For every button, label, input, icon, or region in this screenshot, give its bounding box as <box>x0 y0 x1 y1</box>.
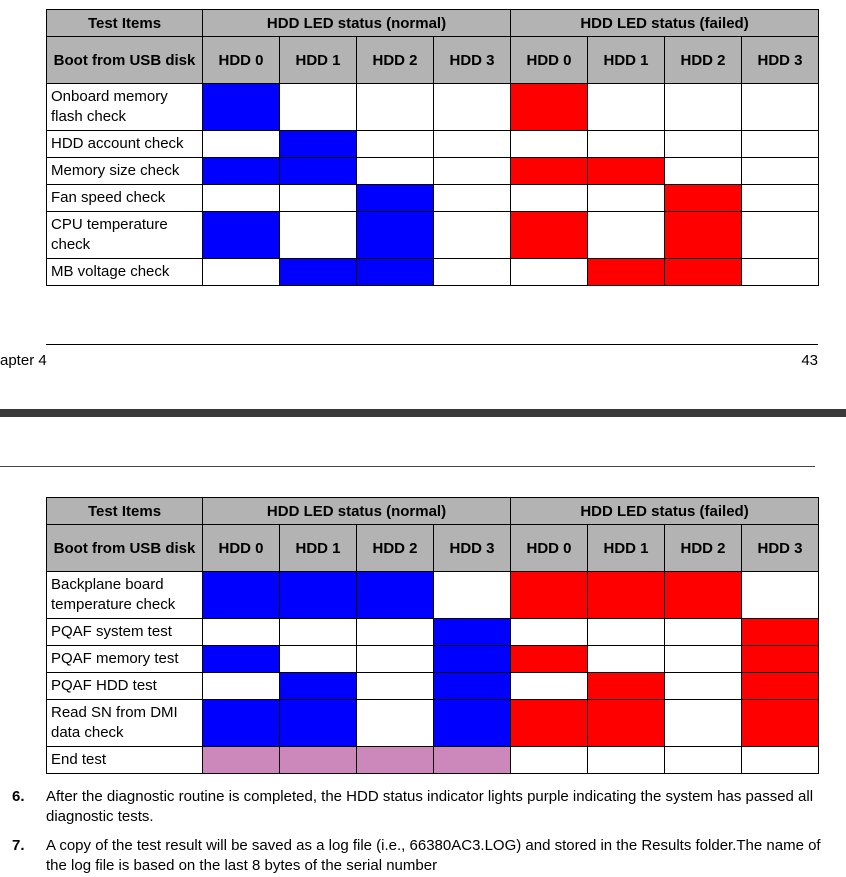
led-cell-normal-hdd1 <box>280 700 357 747</box>
led-cell-normal-hdd1 <box>280 212 357 259</box>
header-failed-hdd3: HDD 3 <box>742 37 819 84</box>
header-failed-group: HDD LED status (failed) <box>511 498 819 525</box>
header-normal-group: HDD LED status (normal) <box>203 498 511 525</box>
led-cell-normal-hdd1 <box>280 185 357 212</box>
led-cell-normal-hdd0 <box>203 259 280 286</box>
table-row <box>47 212 819 259</box>
led-cell-failed-hdd3 <box>742 619 819 646</box>
led-cell-normal-hdd2 <box>357 84 434 131</box>
led-cell-failed-hdd1 <box>588 158 665 185</box>
led-cell-failed-hdd1 <box>588 572 665 619</box>
led-cell-normal-hdd2 <box>357 131 434 158</box>
led-status-table-1 <box>46 9 819 286</box>
led-cell-failed-hdd1 <box>588 673 665 700</box>
led-cell-failed-hdd0 <box>511 158 588 185</box>
led-cell-failed-hdd3 <box>742 131 819 158</box>
led-cell-normal-hdd0 <box>203 619 280 646</box>
header-failed-group: HDD LED status (failed) <box>511 10 819 37</box>
header-normal-hdd0: HDD 0 <box>203 525 280 572</box>
table-row <box>47 259 819 286</box>
led-cell-normal-hdd0 <box>203 158 280 185</box>
led-cell-normal-hdd3 <box>434 212 511 259</box>
led-cell-normal-hdd2 <box>357 700 434 747</box>
step-text: A copy of the test result will be saved as a log file (i.e., 66380AC3.LOG) and stored in the Results folder.The name of the log file is based on the last 8 bytes of the serial number <box>46 837 821 874</box>
led-cell-failed-hdd3 <box>742 259 819 286</box>
table-row <box>47 747 819 774</box>
led-cell-failed-hdd1 <box>588 84 665 131</box>
table-row <box>47 84 819 131</box>
header-rule <box>0 466 815 467</box>
header-test-items: Test Items <box>47 10 203 37</box>
led-cell-normal-hdd0 <box>203 185 280 212</box>
led-cell-normal-hdd2 <box>357 259 434 286</box>
led-cell-normal-hdd1 <box>280 158 357 185</box>
test-item-label: HDD account check <box>47 131 203 158</box>
led-cell-normal-hdd0 <box>203 646 280 673</box>
footer-page-number: 43 <box>801 352 818 369</box>
led-cell-normal-hdd3 <box>434 700 511 747</box>
led-cell-failed-hdd2 <box>665 619 742 646</box>
table-row <box>47 700 819 747</box>
table-1-body <box>47 84 819 286</box>
header-failed-hdd2: HDD 2 <box>665 37 742 84</box>
led-cell-failed-hdd0 <box>511 131 588 158</box>
led-cell-normal-hdd1 <box>280 84 357 131</box>
led-cell-failed-hdd3 <box>742 158 819 185</box>
led-status-table-2 <box>46 497 819 774</box>
led-cell-normal-hdd3 <box>434 619 511 646</box>
led-cell-normal-hdd3 <box>434 84 511 131</box>
led-cell-normal-hdd2 <box>357 747 434 774</box>
led-cell-normal-hdd1 <box>280 747 357 774</box>
test-item-label: PQAF memory test <box>47 646 203 673</box>
led-cell-failed-hdd1 <box>588 646 665 673</box>
test-item-label: Memory size check <box>47 158 203 185</box>
led-cell-failed-hdd0 <box>511 747 588 774</box>
led-cell-failed-hdd2 <box>665 84 742 131</box>
table-row <box>47 158 819 185</box>
test-item-label: Onboard memory flash check <box>47 84 203 131</box>
step-number: 6. <box>12 788 25 805</box>
test-item-label: PQAF HDD test <box>47 673 203 700</box>
header-boot-usb: Boot from USB disk <box>47 525 203 572</box>
led-cell-normal-hdd1 <box>280 259 357 286</box>
header-failed-hdd0: HDD 0 <box>511 525 588 572</box>
led-cell-normal-hdd0 <box>203 84 280 131</box>
led-cell-failed-hdd2 <box>665 747 742 774</box>
header-failed-hdd1: HDD 1 <box>588 525 665 572</box>
led-cell-normal-hdd2 <box>357 646 434 673</box>
led-cell-failed-hdd2 <box>665 131 742 158</box>
led-cell-failed-hdd0 <box>511 673 588 700</box>
header-normal-hdd3: HDD 3 <box>434 37 511 84</box>
led-cell-failed-hdd1 <box>588 259 665 286</box>
led-cell-failed-hdd0 <box>511 259 588 286</box>
header-normal-hdd1: HDD 1 <box>280 37 357 84</box>
led-cell-failed-hdd3 <box>742 212 819 259</box>
led-cell-normal-hdd2 <box>357 158 434 185</box>
led-cell-failed-hdd0 <box>511 572 588 619</box>
test-item-label: CPU temperature check <box>47 212 203 259</box>
led-cell-failed-hdd2 <box>665 259 742 286</box>
test-item-label: Fan speed check <box>47 185 203 212</box>
led-cell-normal-hdd2 <box>357 185 434 212</box>
header-normal-hdd1: HDD 1 <box>280 525 357 572</box>
led-cell-failed-hdd1 <box>588 700 665 747</box>
header-normal-hdd2: HDD 2 <box>357 37 434 84</box>
led-cell-failed-hdd3 <box>742 185 819 212</box>
led-cell-failed-hdd2 <box>665 572 742 619</box>
led-cell-normal-hdd1 <box>280 131 357 158</box>
led-cell-normal-hdd3 <box>434 131 511 158</box>
led-cell-normal-hdd0 <box>203 673 280 700</box>
led-cell-normal-hdd3 <box>434 158 511 185</box>
led-cell-failed-hdd0 <box>511 619 588 646</box>
led-cell-failed-hdd0 <box>511 185 588 212</box>
header-failed-hdd1: HDD 1 <box>588 37 665 84</box>
led-cell-normal-hdd1 <box>280 646 357 673</box>
table-row <box>47 619 819 646</box>
led-cell-normal-hdd2 <box>357 572 434 619</box>
led-cell-failed-hdd1 <box>588 747 665 774</box>
led-cell-failed-hdd1 <box>588 212 665 259</box>
led-cell-failed-hdd2 <box>665 646 742 673</box>
led-cell-normal-hdd3 <box>434 259 511 286</box>
led-cell-normal-hdd3 <box>434 673 511 700</box>
header-test-items: Test Items <box>47 498 203 525</box>
step-number: 7. <box>12 837 25 854</box>
test-item-label: Read SN from DMI data check <box>47 700 203 747</box>
led-cell-failed-hdd0 <box>511 212 588 259</box>
header-boot-usb: Boot from USB disk <box>47 37 203 84</box>
table-row <box>47 646 819 673</box>
led-cell-failed-hdd2 <box>665 700 742 747</box>
led-cell-normal-hdd1 <box>280 572 357 619</box>
table-row <box>47 572 819 619</box>
header-normal-hdd0: HDD 0 <box>203 37 280 84</box>
header-failed-hdd0: HDD 0 <box>511 37 588 84</box>
led-cell-normal-hdd2 <box>357 673 434 700</box>
led-cell-failed-hdd3 <box>742 572 819 619</box>
led-cell-failed-hdd2 <box>665 158 742 185</box>
header-failed-hdd3: HDD 3 <box>742 525 819 572</box>
footer-chapter: apter 4 <box>0 352 47 369</box>
led-cell-normal-hdd1 <box>280 619 357 646</box>
led-cell-normal-hdd3 <box>434 572 511 619</box>
header-normal-hdd2: HDD 2 <box>357 525 434 572</box>
test-item-label: End test <box>47 747 203 774</box>
led-cell-normal-hdd0 <box>203 212 280 259</box>
table-row <box>47 131 819 158</box>
led-cell-normal-hdd3 <box>434 185 511 212</box>
page-break-bar <box>0 409 846 417</box>
step-text: After the diagnostic routine is completed, the HDD status indicator lights purple indicating the system has passed all diagnostic tests. <box>46 788 814 825</box>
test-item-label: MB voltage check <box>47 259 203 286</box>
header-normal-group: HDD LED status (normal) <box>203 10 511 37</box>
test-item-label: Backplane board temperature check <box>47 572 203 619</box>
table-row <box>47 185 819 212</box>
led-cell-failed-hdd3 <box>742 747 819 774</box>
led-cell-failed-hdd1 <box>588 185 665 212</box>
led-cell-normal-hdd2 <box>357 212 434 259</box>
test-item-label: PQAF system test <box>47 619 203 646</box>
table-2-body <box>47 572 819 774</box>
led-cell-failed-hdd2 <box>665 212 742 259</box>
led-cell-failed-hdd2 <box>665 185 742 212</box>
header-failed-hdd2: HDD 2 <box>665 525 742 572</box>
led-cell-failed-hdd0 <box>511 84 588 131</box>
led-cell-failed-hdd0 <box>511 700 588 747</box>
led-cell-normal-hdd1 <box>280 673 357 700</box>
led-cell-normal-hdd0 <box>203 700 280 747</box>
led-cell-normal-hdd0 <box>203 747 280 774</box>
led-cell-failed-hdd2 <box>665 673 742 700</box>
header-normal-hdd3: HDD 3 <box>434 525 511 572</box>
footer-rule <box>46 344 818 345</box>
led-cell-failed-hdd1 <box>588 619 665 646</box>
led-cell-normal-hdd3 <box>434 747 511 774</box>
led-cell-normal-hdd0 <box>203 131 280 158</box>
led-cell-normal-hdd0 <box>203 572 280 619</box>
led-cell-normal-hdd3 <box>434 646 511 673</box>
led-cell-failed-hdd3 <box>742 84 819 131</box>
table-row <box>47 673 819 700</box>
led-cell-failed-hdd0 <box>511 646 588 673</box>
led-cell-failed-hdd3 <box>742 646 819 673</box>
led-cell-normal-hdd2 <box>357 619 434 646</box>
led-cell-failed-hdd1 <box>588 131 665 158</box>
led-cell-failed-hdd3 <box>742 673 819 700</box>
led-cell-failed-hdd3 <box>742 700 819 747</box>
